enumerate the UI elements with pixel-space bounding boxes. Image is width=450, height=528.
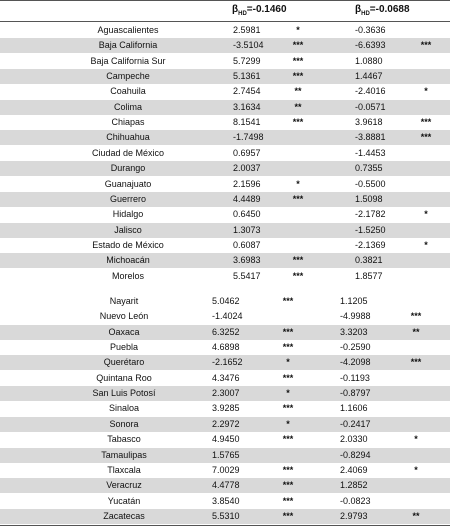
coef-value-1: 5.7299: [233, 55, 261, 66]
coef-value-2: -4.9988: [340, 311, 371, 322]
coef-value-2: -0.2417: [340, 418, 371, 429]
coef-value-2: -0.2590: [340, 342, 371, 353]
state-name: Puebla: [109, 342, 139, 353]
table-row: [0, 54, 450, 69]
coef-value-1: 4.4489: [233, 193, 261, 204]
state-name: Tabasco: [107, 434, 141, 445]
significance-2: *: [424, 239, 428, 250]
coef-value-2: -1.5250: [355, 224, 386, 235]
coef-value-2: -0.0571: [355, 101, 386, 112]
significance-2: ***: [410, 311, 422, 322]
beta-symbol: β: [355, 4, 362, 15]
coef-value-2: -2.1782: [355, 209, 386, 220]
coef-value-1: 4.3476: [212, 372, 240, 383]
table-row: [0, 386, 450, 401]
coef-value-2: -4.2098: [340, 357, 371, 368]
table-row: [0, 192, 450, 207]
table-row: [0, 509, 450, 524]
table-row: [0, 100, 450, 115]
state-name: Chiapas: [111, 117, 145, 128]
table-row: [0, 478, 450, 493]
coef-value-1: 5.5417: [233, 270, 261, 281]
coef-value-2: -3.8881: [355, 132, 386, 143]
coef-value-1: 4.9450: [212, 434, 240, 445]
state-name: Oaxaca: [108, 326, 140, 337]
table-row: [0, 69, 450, 84]
table-row: [0, 146, 450, 161]
table-row: [0, 432, 450, 447]
table-row: [0, 269, 450, 284]
significance-1: ***: [282, 495, 294, 506]
coef-value-2: 2.9793: [340, 510, 368, 521]
table-row: [0, 223, 450, 238]
state-name: Morelos: [111, 270, 144, 281]
state-name: Ciudad de México: [91, 147, 165, 158]
coef-value-2: 0.3821: [355, 255, 383, 266]
table-row: [0, 340, 450, 355]
coef-value-1: 3.1634: [233, 101, 261, 112]
table-row: [0, 23, 450, 38]
coef-value-2: 3.3203: [340, 326, 368, 337]
significance-2: ***: [420, 117, 432, 128]
state-name: Nuevo León: [99, 311, 149, 322]
coef-value-1: 2.5981: [233, 25, 261, 35]
coef-value-1: 0.6087: [233, 239, 261, 250]
coef-value-1: 0.6450: [233, 209, 261, 220]
table-row: [0, 309, 450, 324]
coef-value-1: 0.6957: [233, 147, 261, 158]
significance-1: ***: [282, 342, 294, 353]
state-name: Tamaulipas: [101, 449, 147, 460]
coef-value-2: 1.4467: [355, 71, 383, 82]
coef-value-2: 1.5098: [355, 193, 383, 204]
table-row: [0, 207, 450, 222]
coef-value-1: 7.0029: [212, 464, 240, 475]
bottom-rule: [0, 525, 450, 526]
state-name: Hidalgo: [112, 209, 144, 220]
coef-value-1: 3.6983: [233, 255, 261, 266]
top-rule: [0, 0, 450, 1]
coef-value-1: 5.1361: [233, 71, 261, 82]
coef-value-1: 2.3007: [212, 388, 240, 399]
significance-1: ***: [282, 480, 294, 491]
table-row: [0, 130, 450, 145]
significance-2: *: [414, 434, 418, 445]
state-name: Yucatán: [107, 495, 141, 506]
coef-value-1: 2.1596: [233, 178, 261, 189]
coef-value-2: -1.4453: [355, 147, 386, 158]
significance-1: ***: [282, 372, 294, 383]
coef-value-2: 0.7355: [355, 163, 383, 174]
coef-value-2: -0.8294: [340, 449, 371, 460]
significance-1: ***: [282, 510, 294, 521]
significance-2: **: [412, 326, 420, 337]
beta-symbol: β: [232, 4, 239, 15]
table-row: [0, 494, 450, 509]
coef-value-1: -1.4024: [212, 311, 243, 322]
coef-value-2: -0.1193: [340, 372, 370, 383]
state-name: Tlaxcala: [107, 464, 141, 475]
coef-value-2: -0.0823: [340, 495, 371, 506]
coef-value-1: 4.4778: [212, 480, 240, 491]
coef-value-1: 5.5310: [212, 510, 240, 521]
state-name: Sonora: [109, 418, 139, 429]
state-name: Veracruz: [106, 480, 142, 491]
significance-1: ***: [292, 255, 304, 266]
significance-2: *: [424, 209, 428, 220]
coef-value-1: 8.1541: [233, 117, 261, 128]
significance-1: *: [296, 25, 300, 35]
significance-1: **: [294, 101, 302, 112]
table-row: [0, 253, 450, 268]
state-name: Jalisco: [114, 224, 142, 235]
state-name: Colima: [113, 101, 142, 112]
state-name: Sinaloa: [108, 403, 140, 414]
coef-value-2: -2.1369: [355, 239, 386, 250]
coef-value-2: 1.1606: [340, 403, 368, 414]
table-row: [0, 115, 450, 130]
table-row: [0, 38, 450, 53]
coef-value-2: 1.8577: [355, 270, 383, 281]
table-row: [0, 325, 450, 340]
significance-2: ***: [420, 40, 432, 51]
coef-value-2: 1.2852: [340, 480, 368, 491]
coef-value-1: 2.7454: [233, 86, 261, 97]
state-name: Coahuila: [110, 86, 146, 97]
coef-value-1: -2.1652: [212, 357, 243, 368]
coef-value-1: 3.8540: [212, 495, 240, 506]
significance-2: *: [414, 464, 418, 475]
significance-1: ***: [292, 40, 304, 51]
state-name: Querétaro: [103, 357, 145, 368]
beta-value: =-0.1460: [246, 4, 287, 15]
table-row: [0, 355, 450, 370]
coef-value-1: 3.9285: [212, 403, 240, 414]
significance-1: ***: [292, 71, 304, 82]
significance-1: ***: [292, 193, 304, 204]
state-name: Michoacán: [106, 255, 150, 266]
state-name: Baja California: [98, 40, 158, 51]
coef-value-1: 1.3073: [233, 224, 261, 235]
coef-value-1: 2.0037: [233, 163, 261, 174]
significance-1: *: [286, 418, 290, 429]
significance-1: ***: [282, 403, 294, 414]
column-header-2: [355, 4, 410, 17]
beta-subscript: HD: [361, 11, 370, 17]
header-rule: [0, 21, 450, 22]
coef-value-2: -0.5500: [355, 178, 386, 189]
column-header-1: [232, 4, 287, 17]
state-name: Aguascalientes: [97, 25, 159, 35]
table-row: [0, 463, 450, 478]
state-name: Guanajuato: [104, 178, 152, 189]
significance-1: ***: [282, 464, 294, 475]
coef-value-1: -1.7498: [233, 132, 264, 143]
significance-2: ***: [410, 357, 422, 368]
significance-1: *: [296, 178, 300, 189]
coef-value-2: 3.9618: [355, 117, 383, 128]
significance-2: **: [412, 510, 420, 521]
state-name: Nayarit: [109, 296, 139, 306]
significance-1: **: [294, 86, 302, 97]
coef-value-2: -6.6393: [355, 40, 386, 51]
coef-value-2: -0.3636: [355, 25, 386, 35]
coef-value-1: 2.2972: [212, 418, 240, 429]
coef-value-2: 2.0330: [340, 434, 368, 445]
coef-value-2: -0.8797: [340, 388, 371, 399]
state-name: Quintana Roo: [96, 372, 152, 383]
table-row: [0, 161, 450, 176]
significance-1: *: [286, 357, 290, 368]
coef-value-1: 5.0462: [212, 296, 240, 306]
table-row: [0, 238, 450, 253]
significance-1: ***: [282, 434, 294, 445]
state-name: Chihuahua: [106, 132, 150, 143]
significance-1: ***: [292, 270, 304, 281]
table-row: [0, 371, 450, 386]
significance-1: ***: [282, 326, 294, 337]
state-name: Zacatecas: [103, 510, 145, 521]
significance-2: *: [424, 86, 428, 97]
table-header: [0, 0, 450, 22]
significance-1: *: [286, 388, 290, 399]
state-name: Baja California Sur: [90, 55, 166, 66]
state-name: Estado de México: [92, 239, 164, 250]
coef-value-2: 1.1205: [340, 296, 368, 306]
coef-value-1: -3.5104: [233, 40, 264, 51]
state-name: Durango: [110, 163, 146, 174]
coef-value-1: 1.5765: [212, 449, 240, 460]
table-row: [0, 448, 450, 463]
state-name: Campeche: [106, 71, 150, 82]
coef-value-1: 6.3252: [212, 326, 240, 337]
significance-1: ***: [292, 117, 304, 128]
state-name: Guerrero: [109, 193, 146, 204]
coef-value-2: 2.4069: [340, 464, 368, 475]
coef-value-1: 4.6898: [212, 342, 240, 353]
table-row: [0, 401, 450, 416]
table-row: [0, 294, 450, 309]
coef-value-2: -2.4016: [355, 86, 386, 97]
table-row: [0, 84, 450, 99]
table-row: [0, 417, 450, 432]
significance-1: ***: [282, 296, 294, 306]
beta-subscript: HD: [238, 11, 247, 17]
table-row: [0, 177, 450, 192]
beta-value: =-0.0688: [369, 4, 410, 15]
coef-value-2: 1.0880: [355, 55, 383, 66]
significance-1: ***: [292, 55, 304, 66]
significance-2: ***: [420, 132, 432, 143]
state-name: San Luis Potosí: [92, 388, 156, 399]
